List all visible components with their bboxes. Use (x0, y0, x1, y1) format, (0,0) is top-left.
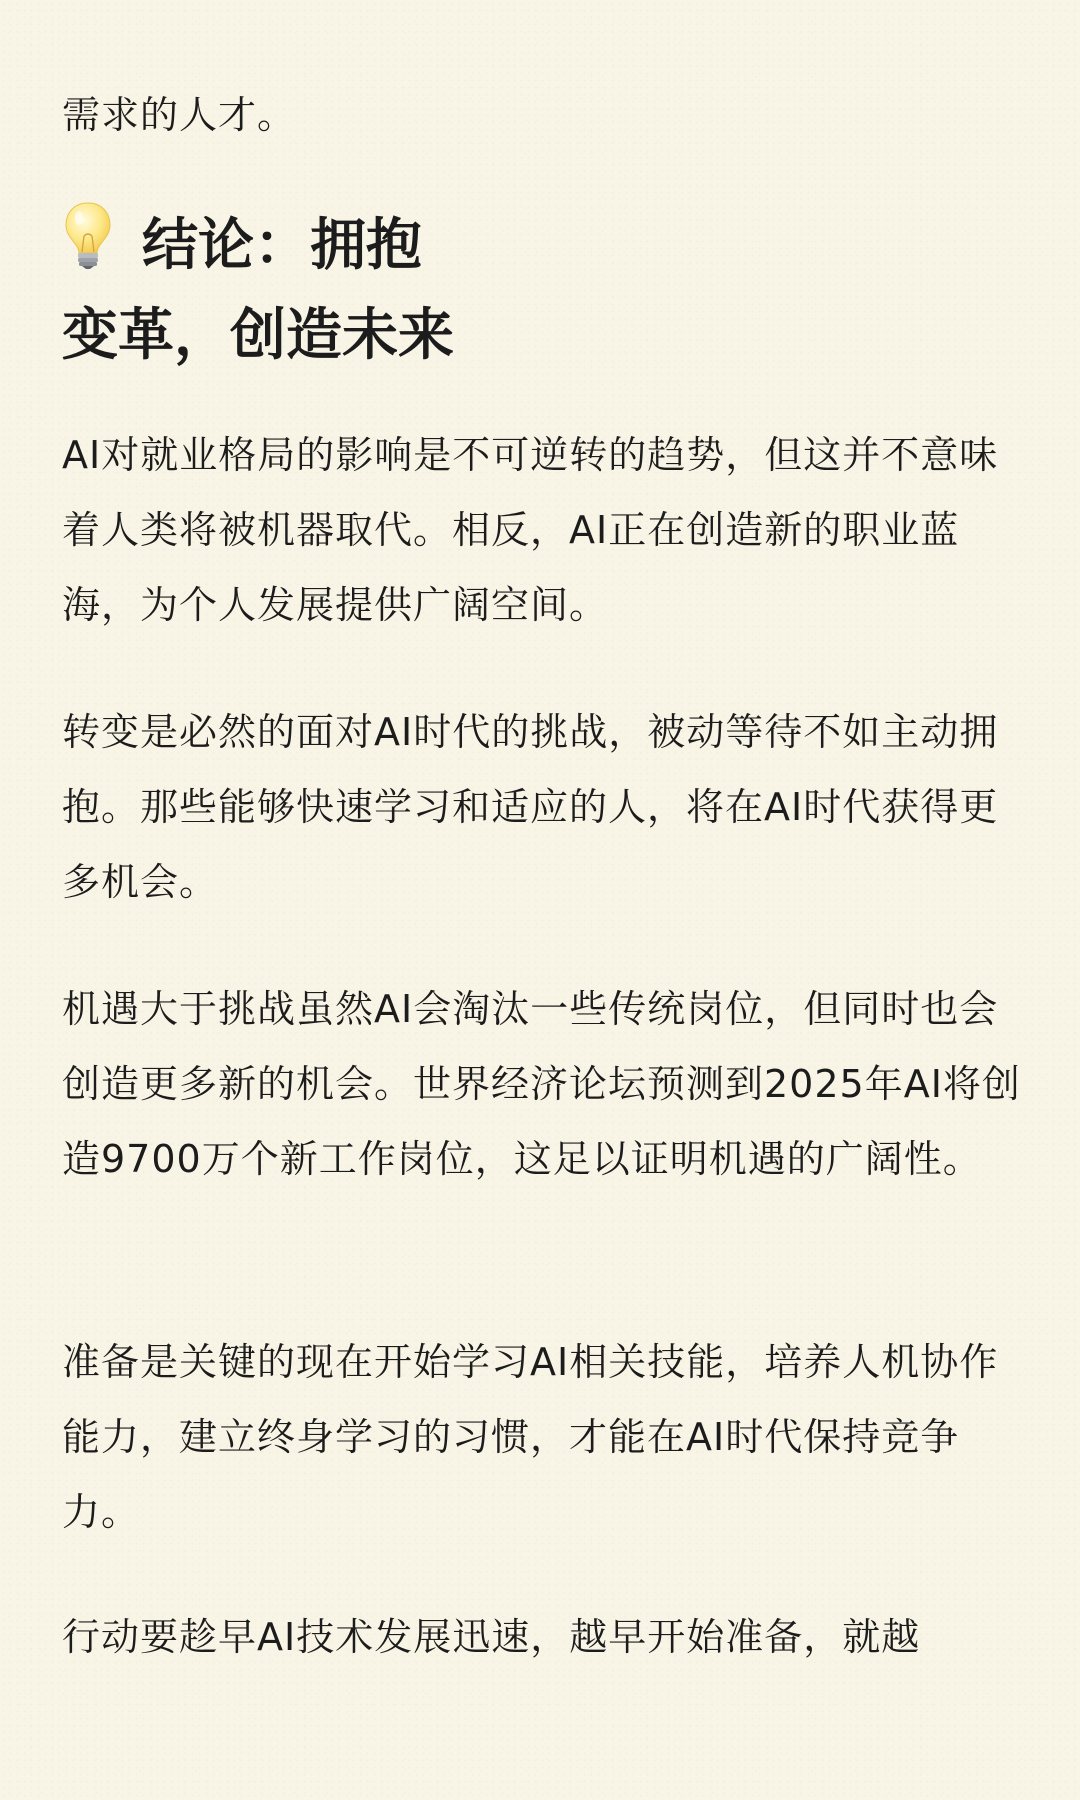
intro-tail-text: 需求的人才。 (62, 93, 297, 137)
conclusion-heading-text-1: 结论：拥抱 (142, 213, 422, 278)
conclusion-heading (62, 200, 762, 378)
paragraph-2: 转变是必然的面对AI时代的挑战，被动等待不如主动拥抱。那些能够快速学习和适应的人，将在AI时代获得更多机会。 (62, 710, 999, 904)
conclusion-heading-line2: 变革，创造未来 (62, 303, 454, 368)
paragraph-5: 行动要趁早AI技术发展迅速，越早开始准备，就越 (62, 1615, 921, 1659)
paragraph-3: 机遇大于挑战虽然AI会淘汰一些传统岗位，但同时也会创造更多新的机会。世界经济论坛预测到2025年AI将创造9700万个新工作岗位，这足以证明机遇的广阔性。 (62, 987, 1021, 1181)
paragraph-1: AI对就业格局的影响是不可逆转的趋势，但这并不意味着人类将被机器取代。相反，AI正在创造新的职业蓝海，为个人发展提供广阔空间。 (62, 433, 999, 627)
light-bulb-icon (62, 200, 114, 294)
paragraph-4: 准备是关键的现在开始学习AI相关技能，培养人机协作能力，建立终身学习的习惯，才能在AI时代保持竞争力。 (62, 1340, 999, 1534)
conclusion-heading-line1 (62, 200, 762, 294)
